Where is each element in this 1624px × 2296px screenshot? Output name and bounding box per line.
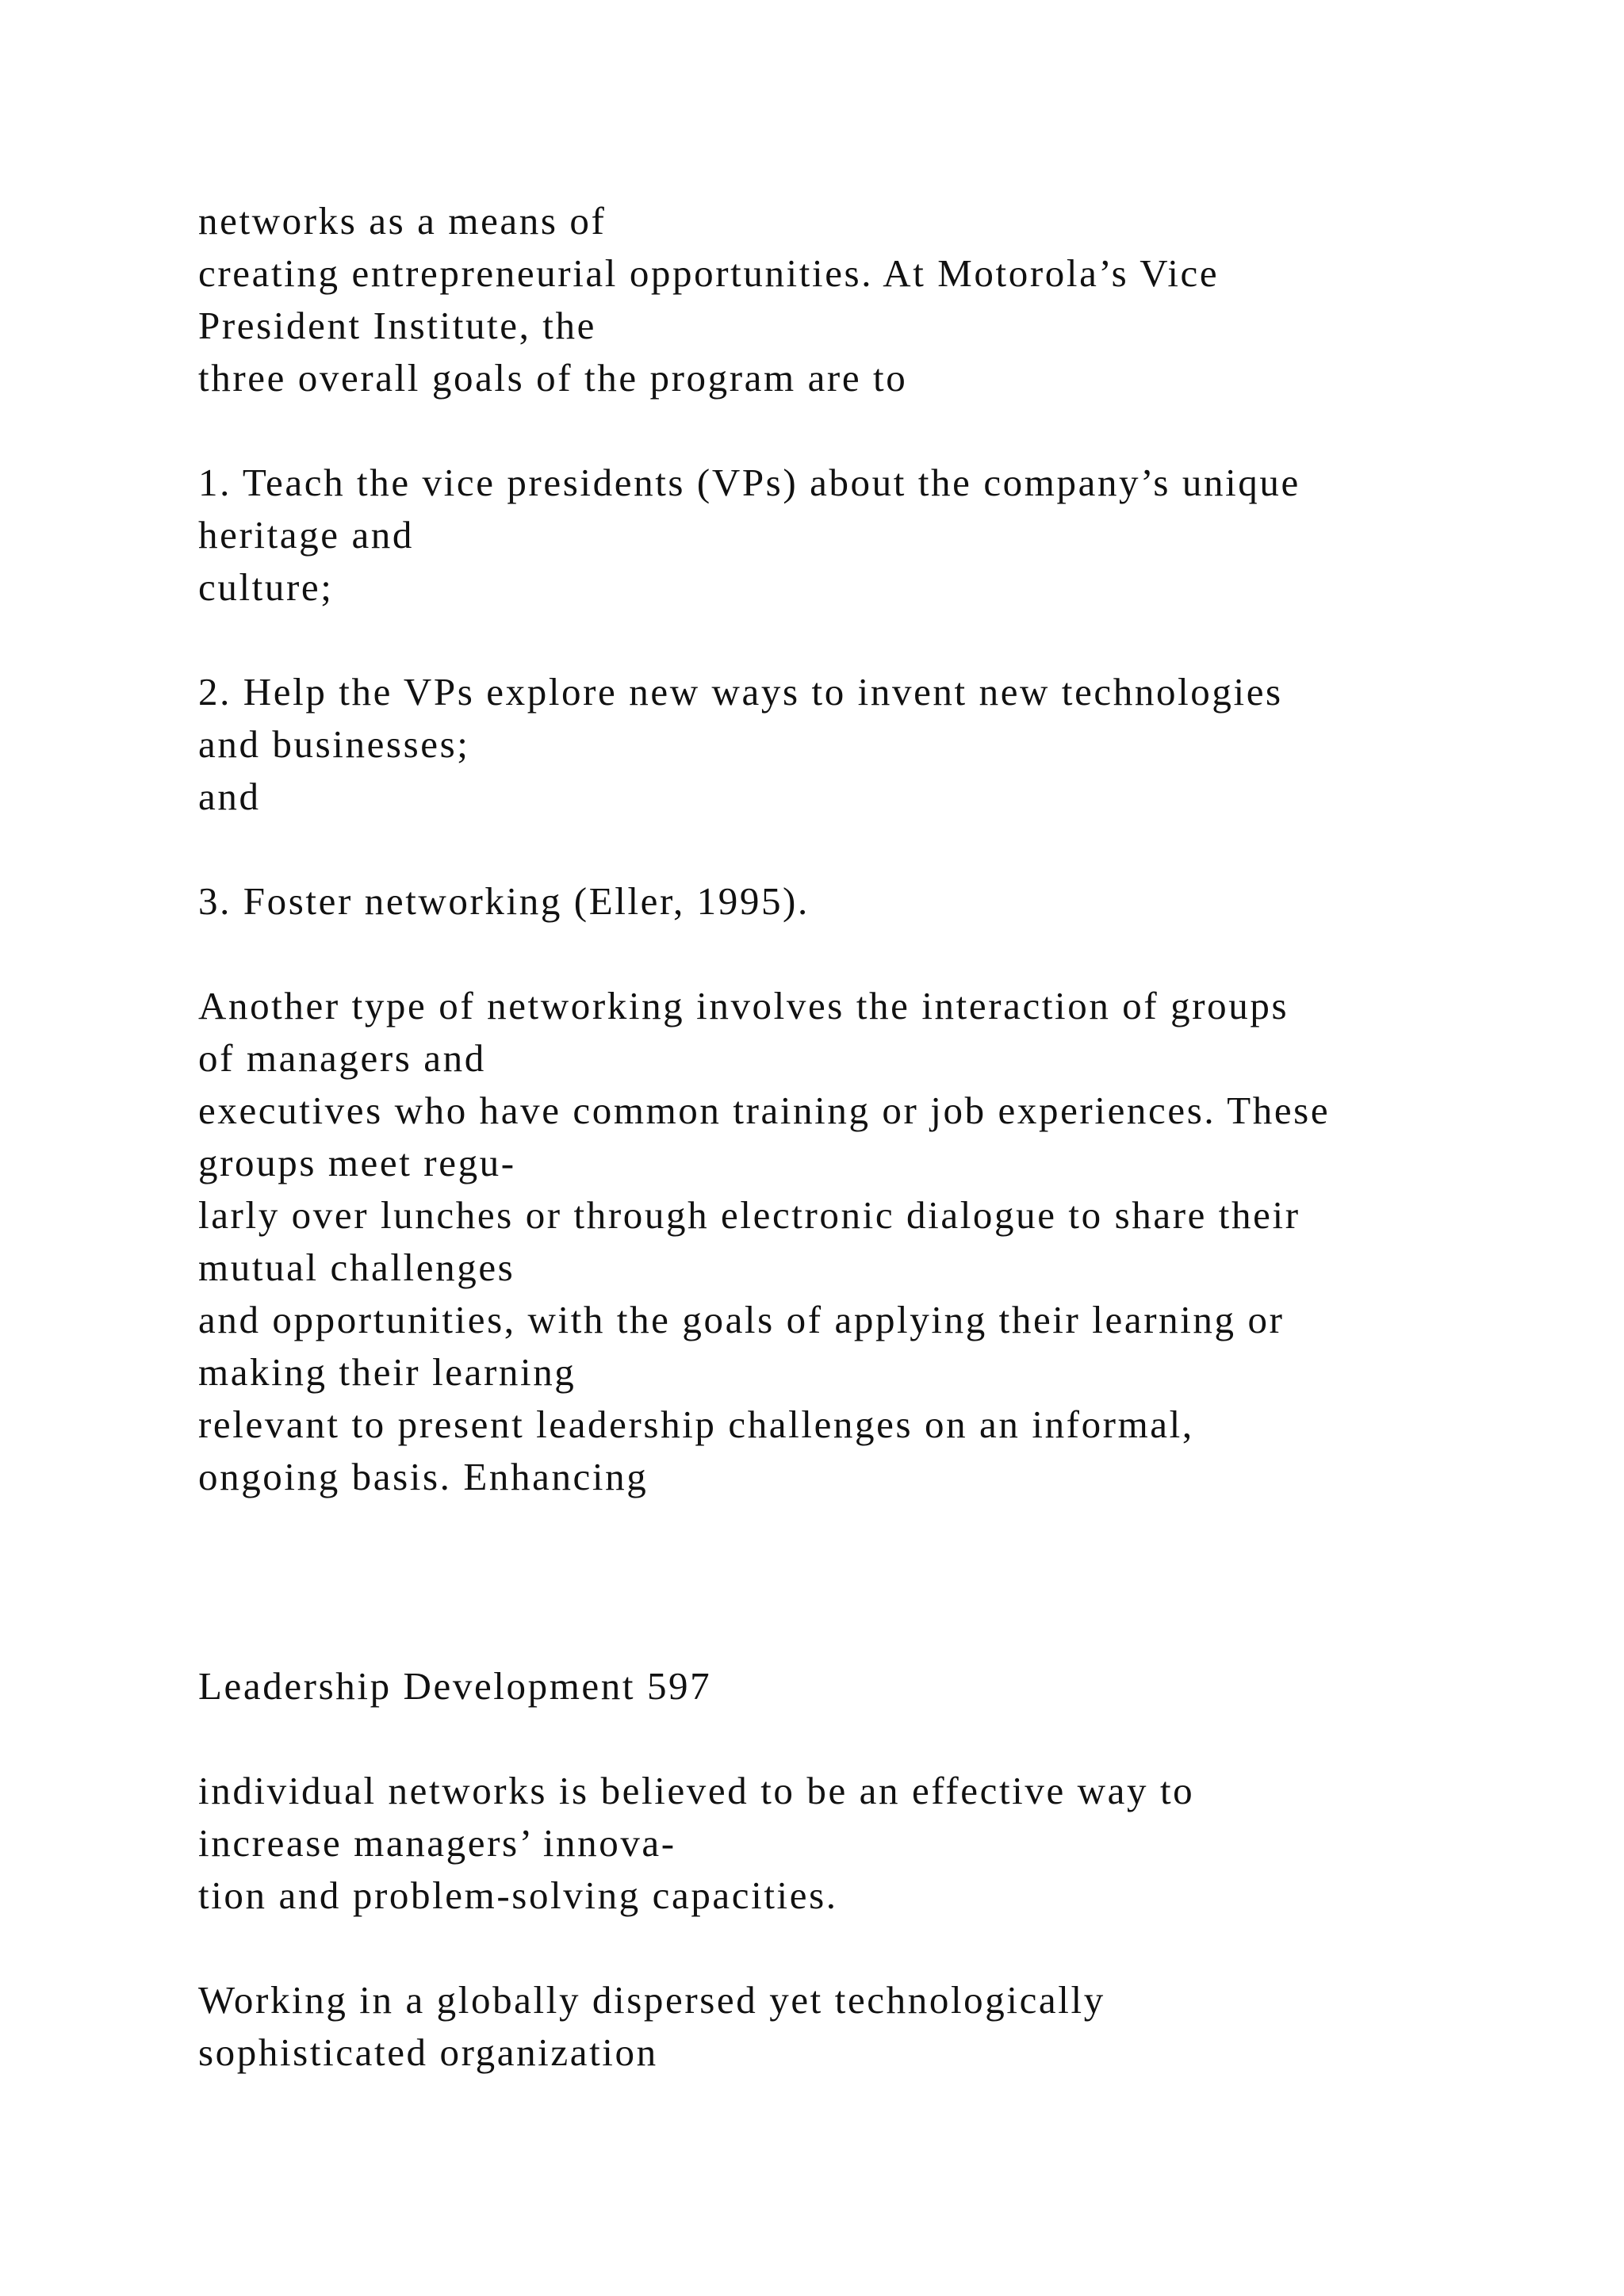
- paragraph-gap: [198, 1922, 1610, 1974]
- list-item-2-line: and businesses;: [198, 722, 470, 766]
- text-line: and opportunities, with the goals of applying their learning or: [198, 1298, 1285, 1341]
- paragraph-gap: [198, 823, 1610, 875]
- list-item-3-line: 3. Foster networking (Eller, 1995).: [198, 879, 810, 923]
- paragraph-gap: [198, 404, 1610, 457]
- paragraph-gap: [198, 1712, 1610, 1765]
- paragraph-gap: [198, 928, 1610, 980]
- running-header: Leadership Development 597: [198, 1664, 712, 1708]
- list-item-2-line: 2. Help the VPs explore new ways to invent new technologies: [198, 670, 1283, 714]
- text-line: of managers and: [198, 1036, 486, 1080]
- text-line: three overall goals of the program are to: [198, 356, 908, 400]
- text-line: executives who have common training or job experiences. These: [198, 1089, 1331, 1132]
- text-line: President Institute, the: [198, 304, 596, 347]
- text-line: larly over lunches or through electronic dialogue to share their: [198, 1193, 1300, 1237]
- text-line: increase managers’ innova-: [198, 1821, 676, 1865]
- text-line: Another type of networking involves the interaction of groups: [198, 984, 1289, 1027]
- text-line: making their learning: [198, 1350, 576, 1394]
- document-text: [198, 195, 1610, 2079]
- text-line: individual networks is believed to be an effective way to: [198, 1769, 1195, 1812]
- text-line: tion and problem-solving capacities.: [198, 1873, 838, 1917]
- text-line: ongoing basis. Enhancing: [198, 1455, 649, 1498]
- list-item-2-line: and: [198, 775, 261, 818]
- text-line: sophisticated organization: [198, 2030, 658, 2074]
- text-line: mutual challenges: [198, 1246, 515, 1289]
- list-item-1-line: culture;: [198, 565, 334, 609]
- text-line: networks as a means of: [198, 199, 607, 243]
- text-line: relevant to present leadership challenges on an informal,: [198, 1402, 1194, 1446]
- list-item-1-line: heritage and: [198, 513, 414, 557]
- list-item-1-line: 1. Teach the vice presidents (VPs) about the company’s unique: [198, 461, 1300, 504]
- text-line: Working in a globally dispersed yet technologically: [198, 1978, 1105, 2022]
- section-gap: [198, 1503, 1610, 1660]
- paragraph-gap: [198, 614, 1610, 666]
- text-line: groups meet regu-: [198, 1141, 516, 1184]
- text-line: creating entrepreneurial opportunities. At Motorola’s Vice: [198, 251, 1220, 295]
